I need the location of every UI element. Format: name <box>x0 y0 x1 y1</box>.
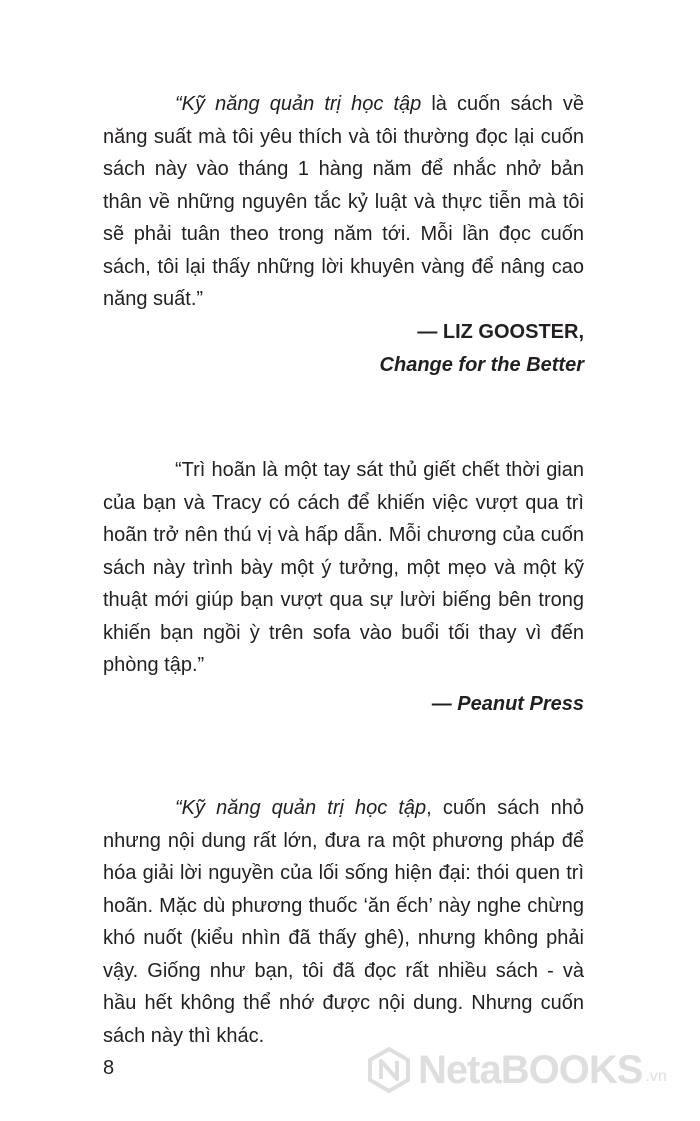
quote-2-source: Peanut Press <box>457 693 584 715</box>
quote-3-text: , cuốn sách nhỏ nhưng nội dung rất lớn, đưa ra một phương pháp để hóa giải lời nguyền của lối sống hiện đại: thói quen trì hoãn. Mặc dù phương thuốc ‘ăn ếch’ này nghe chừng khó nuốt (kiểu nhìn đã thấy ghê), nhưng không phải vậy. Giống như bạn, tôi đã đọc rất nhiều sách - và hầu hết không thể nhớ được nội dung. Nhưng cuốn sách này thì khác. <box>103 797 584 1047</box>
netabooks-logo-icon <box>366 1047 412 1093</box>
quote-1 <box>103 88 584 316</box>
watermark <box>366 1046 667 1094</box>
quote-1-author: — LIZ GOOSTER, <box>417 321 584 343</box>
quote-3 <box>103 792 584 1052</box>
quote-2-dash: — <box>431 693 458 715</box>
quote-2-text: “Trì hoãn là một tay sát thủ giết chết thời gian của bạn và Tracy có cách để khiến việc vượt qua trì hoãn trở nên thú vị và hấp dẫn. Mỗi chương của cuốn sách này trình bày một ý tưởng, một mẹo và một kỹ thuật mới giúp bạn vượt qua sự lười biếng bên trong khiến bạn ngồi ỳ trên sofa vào buổi tối thay vì đến phòng tập.” <box>103 459 584 676</box>
page-number: 8 <box>103 1057 115 1079</box>
quote-2-attribution <box>432 688 584 721</box>
watermark-tld: .vn <box>645 1068 667 1085</box>
quote-1-attribution <box>380 316 584 382</box>
quote-1-book-title: “Kỹ năng quản trị học tập <box>175 93 422 115</box>
quote-3-book-title: “Kỹ năng quản trị học tập <box>175 797 427 819</box>
quote-1-text: là cuốn sách về năng suất mà tôi yêu thích và tôi thường đọc lại cuốn sách này vào tháng 1 hàng năm để nhắc nhở bản thân về những nguyên tắc kỷ luật và thực tiễn mà tôi sẽ phải tuân theo trong năm tới. Mỗi lần đọc cuốn sách, tôi lại thấy những lời khuyên vàng để nâng cao năng suất.” <box>103 93 584 310</box>
watermark-brand: NetaBOOKS <box>418 1048 643 1092</box>
quote-2 <box>103 454 584 682</box>
quote-1-source: Change for the Better <box>379 354 584 376</box>
